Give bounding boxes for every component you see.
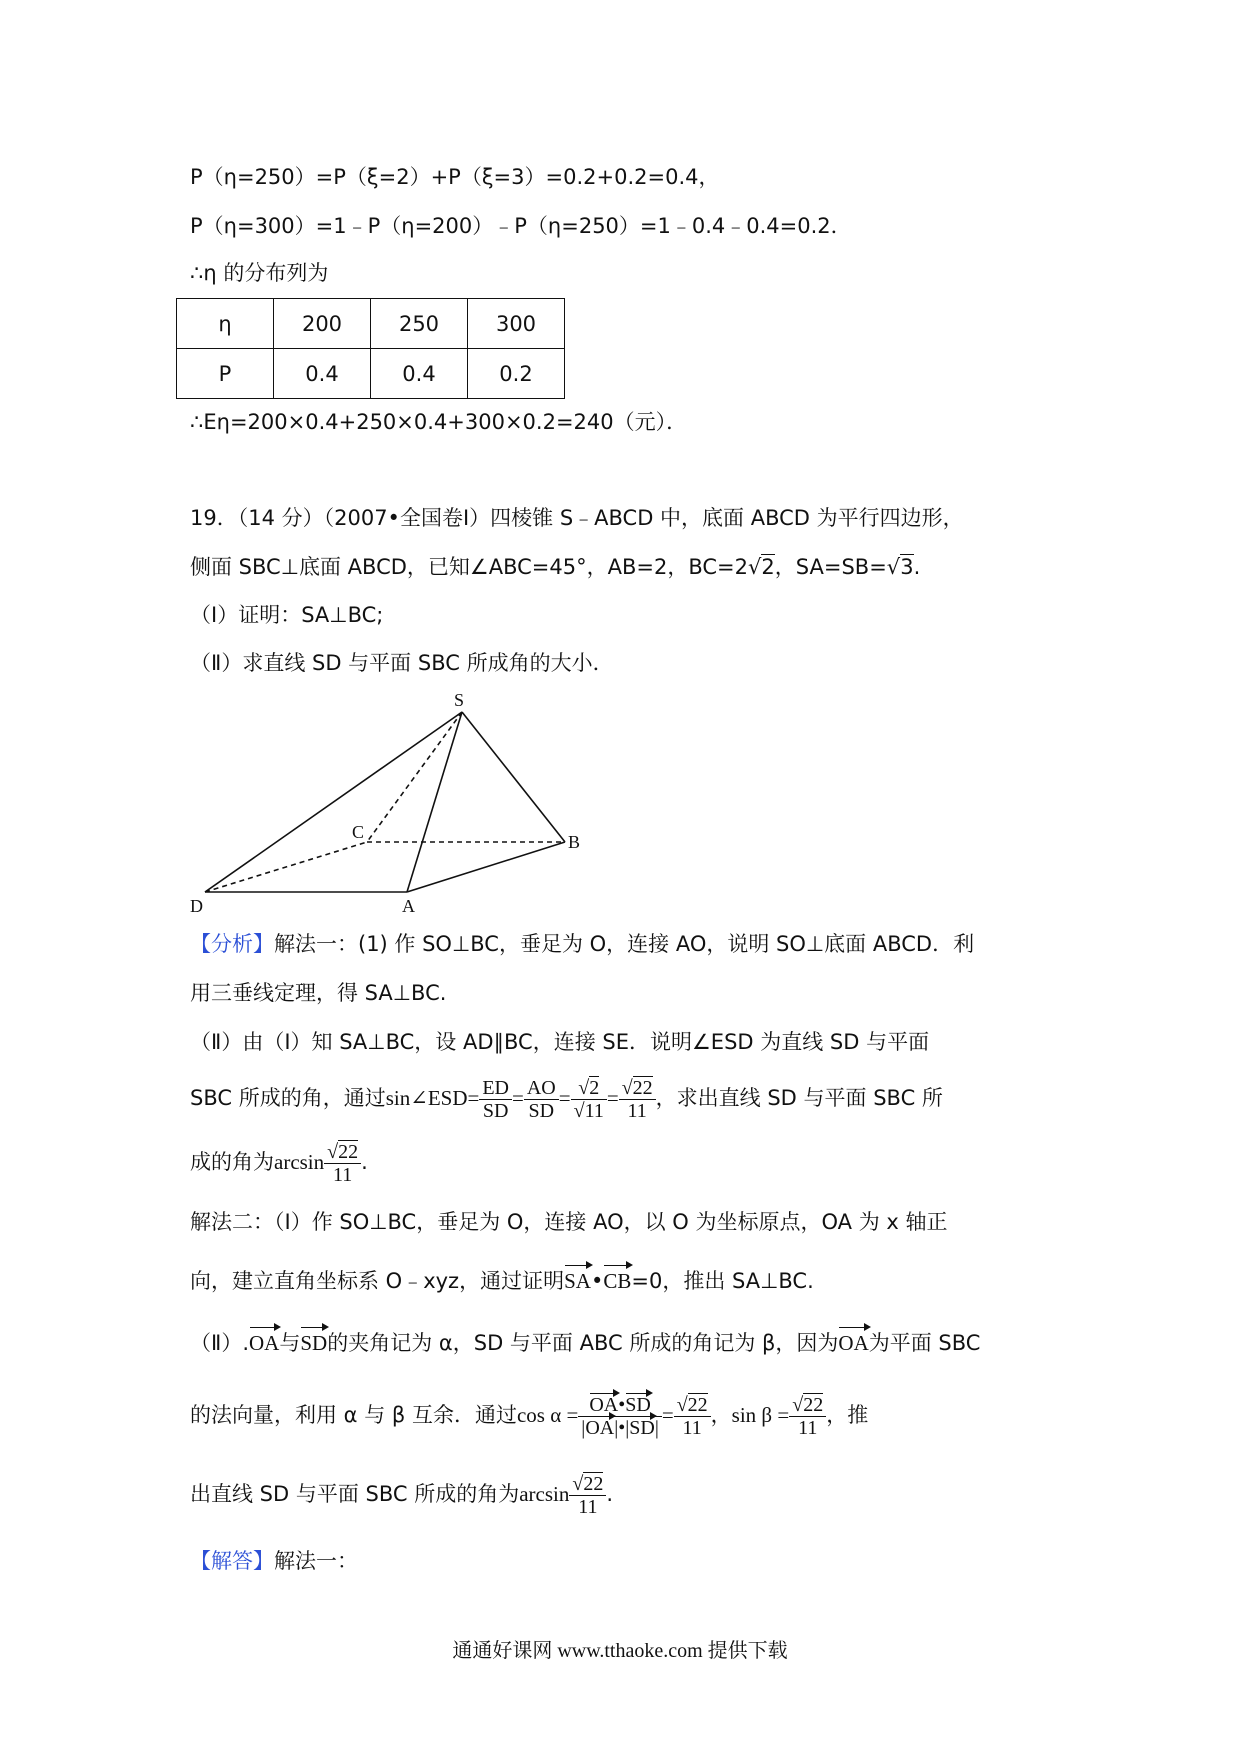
- solution-label: 【解答】: [190, 1549, 274, 1573]
- solution-text: 解法一：: [274, 1549, 358, 1573]
- analysis-line-6: 解法二：（Ⅰ）作 SO⊥BC，垂足为 O，连接 AO，以 O 为坐标原点，OA 为 x 轴正: [190, 1210, 948, 1234]
- label-s: S: [454, 690, 465, 710]
- fraction-sqrt22-11: $\frac{√22}{11}$: [619, 1077, 656, 1122]
- fraction-ao-sd: $\frac{AO}{SD}$: [524, 1077, 559, 1122]
- edge-dc: [205, 842, 367, 892]
- sqrt-sign: √: [748, 555, 762, 579]
- analysis-line-7: 向，建立直角坐标系 O﹣xyz，通过证明SA•CB=0，推出 SA⊥BC.: [190, 1266, 814, 1296]
- vector-sa: SA: [564, 1266, 591, 1296]
- problem-line-4: （Ⅱ）求直线 SD 与平面 SBC 所成角的大小．: [190, 651, 614, 675]
- edge-sb: [462, 712, 565, 842]
- analysis-line-1: [190, 929, 974, 959]
- analysis-text: 解法一：(1) 作 SO⊥BC，垂足为 O，连接 AO，说明 SO⊥底面 ABCD．利: [274, 932, 975, 956]
- solution-line: [190, 1546, 358, 1576]
- fraction-sqrt22-11: $\frac{√22}{11}$: [789, 1394, 826, 1439]
- cos-alpha: cos α =: [516, 1403, 579, 1427]
- edge-sd: [205, 712, 462, 892]
- table-cell: P: [177, 349, 274, 399]
- analysis-line-5: 成的角为arcsin $\frac{√22}{11}$ .: [190, 1140, 368, 1186]
- table-cell: 200: [274, 299, 371, 349]
- analysis-line-8: （Ⅱ）.OA与SD的夹角记为 α，SD 与平面 ABC 所成的角记为 β，因为OA为平面 SBC: [190, 1328, 980, 1358]
- problem-line-2: [190, 552, 920, 582]
- table-cell: 250: [371, 299, 468, 349]
- label-b: B: [568, 832, 581, 852]
- analysis-label: 【分析】: [190, 932, 274, 956]
- fraction-sqrt22-11: $\frac{√22}{11}$: [674, 1394, 711, 1439]
- problem-text: 侧面 SBC⊥底面 ABCD，已知∠ABC=45°，AB=2，BC=2: [190, 555, 749, 579]
- analysis-text: ，求出直线 SD 与平面 SBC 所: [655, 1086, 943, 1110]
- edge-sa: [407, 712, 462, 892]
- table-row: [177, 299, 565, 349]
- sin-expression: sin∠ESD=: [385, 1086, 480, 1110]
- sqrt-radicand: 2: [761, 555, 775, 579]
- fraction-ed-sd: $\frac{ED}{SD}$: [479, 1077, 512, 1122]
- fraction-sqrt22-11: $\frac{√22}{11}$: [324, 1141, 361, 1186]
- vector-sd: SD: [300, 1328, 327, 1358]
- problem-line-1: 19．（14 分）（2007•全国卷Ⅰ）四棱锥 S﹣ABCD 中，底面 ABCD 为平行四边形，: [190, 506, 964, 530]
- table-cell: 0.4: [371, 349, 468, 399]
- text-line-3: ∴η 的分布列为: [190, 261, 329, 285]
- arcsin-text: arcsin: [274, 1150, 325, 1174]
- vector-cb: CB: [603, 1266, 631, 1296]
- text-line-4: ∴Eη=200×0.4+250×0.4+300×0.2=240（元）．: [190, 410, 688, 434]
- arcsin-text: arcsin: [519, 1482, 570, 1506]
- analysis-text: =0，推出 SA⊥BC.: [631, 1269, 814, 1293]
- analysis-text: 成的角为: [190, 1150, 274, 1174]
- label-c: C: [352, 822, 365, 842]
- distribution-table: [176, 298, 565, 399]
- vector-oa: OA: [249, 1328, 279, 1358]
- table-cell: 300: [468, 299, 565, 349]
- analysis-text: SBC 所成的角，通过: [190, 1086, 386, 1110]
- sqrt-radicand: 3: [900, 555, 914, 579]
- text-line-1: P（η=250）=P（ξ=2）+P（ξ=3）=0.2+0.2=0.4，: [190, 165, 720, 189]
- edge-sc: [367, 712, 462, 842]
- sqrt-sign: √: [886, 555, 901, 579]
- table-row: [177, 349, 565, 399]
- sin-beta: sin β =: [731, 1403, 790, 1427]
- problem-text: .: [913, 555, 921, 579]
- problem-text: ，SA=SB=: [774, 555, 887, 579]
- page-footer: 通通好课网 www.tthaoke.com 提供下载: [452, 1640, 788, 1662]
- text-line-2: P（η=300）=1﹣P（η=200）﹣P（η=250）=1﹣0.4﹣0.4=0.2．: [190, 214, 852, 238]
- analysis-line-3: （Ⅱ）由（Ⅰ）知 SA⊥BC，设 AD∥BC，连接 SE．说明∠ESD 为直线 SD 与平面: [190, 1030, 930, 1054]
- fraction-sqrt22-11: $\frac{√22}{11}$: [569, 1473, 606, 1518]
- fraction-dot-product: $\frac{OA•SD}{|OA|•|SD|}$: [578, 1394, 662, 1439]
- label-d: D: [190, 896, 203, 916]
- fraction-sqrt2-sqrt11: $\frac{√2}{√11}$: [571, 1077, 607, 1122]
- label-a: A: [402, 896, 415, 916]
- analysis-text: 向，建立直角坐标系 O﹣xyz，通过证明: [190, 1269, 565, 1293]
- problem-line-3: （Ⅰ）证明：SA⊥BC;: [190, 603, 384, 627]
- analysis-line-9: 的法向量，利用 α 与 β 互余．通过cos α = $\frac{OA•SD}{|OA|•|SD|}$ = $\frac{√22}{11}$ ，sin β = $\frac{√22}{11}$ ，推: [190, 1393, 869, 1439]
- analysis-line-10: 出直线 SD 与平面 SBC 所成的角为arcsin $\frac{√22}{11}$ .: [190, 1472, 614, 1518]
- analysis-line-2: 用三垂线定理，得 SA⊥BC.: [190, 981, 447, 1005]
- vector-oa: OA: [838, 1328, 868, 1358]
- table-cell: η: [177, 299, 274, 349]
- edge-ab: [407, 842, 565, 892]
- table-cell: 0.4: [274, 349, 371, 399]
- table-cell: 0.2: [468, 349, 565, 399]
- pyramid-figure: [180, 690, 600, 920]
- analysis-line-4: SBC 所成的角，通过sin∠ESD= $\frac{ED}{SD}$ = $\frac{AO}{SD}$ = $\frac{√2}{√11}$ = $\frac{√22}{11}$ ，求出直线 SD 与平面 SBC 所: [190, 1076, 943, 1122]
